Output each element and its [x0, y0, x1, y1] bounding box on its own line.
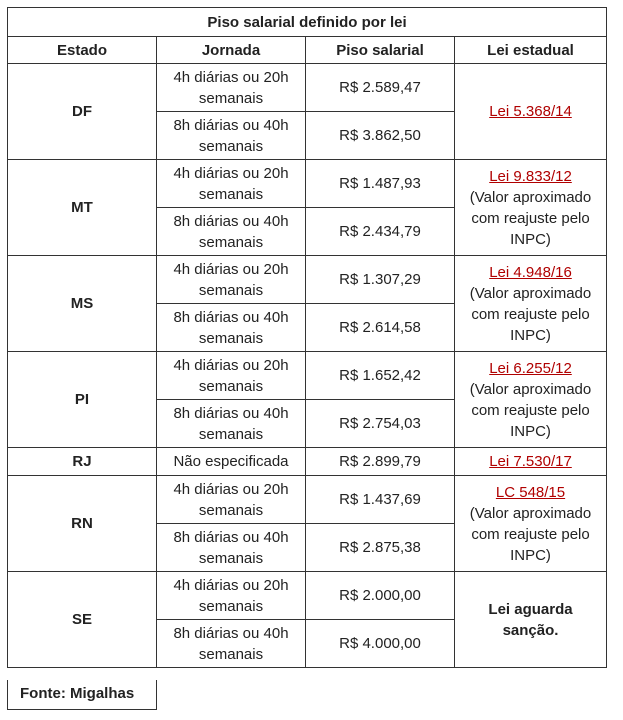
jornada-cell: 8h diárias ou 40h semanais — [157, 304, 306, 352]
jornada-cell: 4h diárias ou 20h semanais — [157, 352, 306, 400]
law-cell — [455, 160, 607, 256]
header-jornada: Jornada — [157, 37, 306, 64]
law-cell — [455, 256, 607, 352]
jornada-cell: 8h diárias ou 40h semanais — [157, 524, 306, 572]
state-cell: MT — [8, 160, 157, 256]
table-row — [8, 448, 607, 476]
jornada-cell: 4h diárias ou 20h semanais — [157, 572, 306, 620]
jornada-cell: Não especificada — [157, 448, 306, 476]
header-lei-estadual: Lei estadual — [455, 37, 607, 64]
law-note: (Valor aproximado com reajuste pelo INPC) — [469, 284, 592, 344]
header-estado: Estado — [8, 37, 157, 64]
salary-cell: R$ 2.000,00 — [306, 572, 455, 620]
law-link[interactable]: LC 548/15 — [495, 483, 566, 501]
law-link[interactable]: Lei 6.255/12 — [489, 359, 572, 377]
law-cell — [455, 448, 607, 476]
jornada-cell: 8h diárias ou 40h semanais — [157, 620, 306, 668]
law-cell — [455, 64, 607, 160]
table-row — [8, 64, 607, 112]
salary-cell: R$ 2.899,79 — [306, 448, 455, 476]
law-note: (Valor aproximado com reajuste pelo INPC) — [469, 380, 592, 440]
table-title: Piso salarial definido por lei — [8, 8, 607, 37]
table-row — [8, 476, 607, 524]
salary-cell: R$ 2.614,58 — [306, 304, 455, 352]
law-note: (Valor aproximado com reajuste pelo INPC) — [469, 188, 592, 248]
salary-cell: R$ 2.754,03 — [306, 400, 455, 448]
salary-cell: R$ 1.307,29 — [306, 256, 455, 304]
law-link[interactable]: Lei 7.530/17 — [489, 453, 572, 470]
law-note: (Valor aproximado com reajuste pelo INPC) — [469, 504, 592, 564]
jornada-cell: 8h diárias ou 40h semanais — [157, 112, 306, 160]
state-cell: RN — [8, 476, 157, 572]
state-cell: DF — [8, 64, 157, 160]
source-caption: Fonte: Migalhas — [7, 680, 157, 710]
jornada-cell: 8h diárias ou 40h semanais — [157, 208, 306, 256]
header-piso-salarial: Piso salarial — [306, 37, 455, 64]
table-row — [8, 572, 607, 620]
state-cell: MS — [8, 256, 157, 352]
jornada-cell: 4h diárias ou 20h semanais — [157, 256, 306, 304]
law-pending-cell: Lei aguarda sanção. — [455, 572, 607, 668]
salary-cell: R$ 4.000,00 — [306, 620, 455, 668]
table-row — [8, 256, 607, 304]
law-link[interactable]: Lei 5.368/14 — [489, 103, 572, 120]
state-cell: PI — [8, 352, 157, 448]
law-link[interactable]: Lei 9.833/12 — [489, 167, 572, 185]
law-cell — [455, 352, 607, 448]
salary-cell: R$ 2.589,47 — [306, 64, 455, 112]
law-link[interactable]: Lei 4.948/16 — [489, 263, 572, 281]
table-row — [8, 352, 607, 400]
state-cell: RJ — [8, 448, 157, 476]
state-cell: SE — [8, 572, 157, 668]
salary-cell: R$ 1.437,69 — [306, 476, 455, 524]
salary-cell: R$ 2.875,38 — [306, 524, 455, 572]
salary-cell: R$ 2.434,79 — [306, 208, 455, 256]
table-row — [8, 160, 607, 208]
salary-cell: R$ 1.652,42 — [306, 352, 455, 400]
salary-cell: R$ 1.487,93 — [306, 160, 455, 208]
jornada-cell: 4h diárias ou 20h semanais — [157, 64, 306, 112]
salary-cell: R$ 3.862,50 — [306, 112, 455, 160]
jornada-cell: 8h diárias ou 40h semanais — [157, 400, 306, 448]
salary-table — [7, 7, 607, 668]
jornada-cell: 4h diárias ou 20h semanais — [157, 160, 306, 208]
header-row — [8, 37, 607, 64]
jornada-cell: 4h diárias ou 20h semanais — [157, 476, 306, 524]
law-cell — [455, 476, 607, 572]
